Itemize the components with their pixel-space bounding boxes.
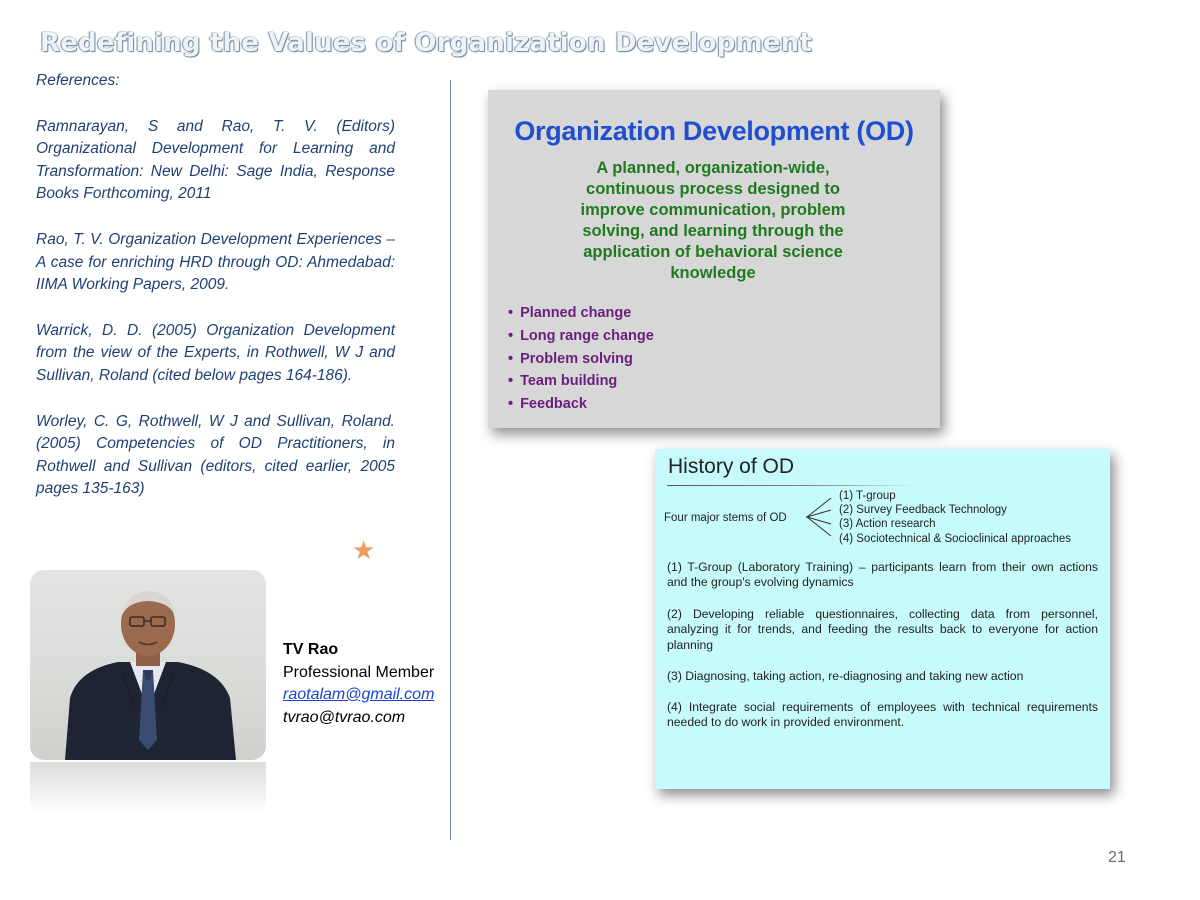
history-description: (4) Integrate social requirements of employees with technical requirements needed to do work in provided environment. (667, 700, 1098, 730)
author-photo-reflection (30, 762, 266, 814)
list-item: • Planned change (508, 302, 654, 325)
stems-label: Four major stems of OD (664, 512, 787, 524)
author-email-secondary: tvrao@tvrao.com (283, 708, 406, 726)
history-slide-title: History of OD (668, 455, 795, 478)
references-heading: References: (36, 72, 120, 89)
od-definition-slide (488, 90, 940, 428)
list-item: (4) Sociotechnical & Socioclinical approaches (839, 532, 1072, 545)
reference-item: Worley, C. G, Rothwell, W J and Sullivan, Roland. (2005) Competencies of OD Practitioners, in Rothwell and Sullivan (editors, cited earlier, 2005 pages 135-163) (36, 412, 395, 498)
star-icon: ★ (352, 536, 376, 566)
reference-item: Ramnarayan, S and Rao, T. V. (Editors) Organizational Development for Learning and Transformation: New Delhi: Sage India, Response Books Forthcoming, 2011 (36, 117, 395, 203)
author-name: TV Rao (283, 641, 339, 658)
history-description: (1) T-Group (Laboratory Training) – participants learn from their own actions and the group's evolving dynamics (667, 560, 1098, 590)
reference-item: Rao, T. V. Organization Development Experiences – A case for enriching HRD through OD: Ahmedabad: IIMA Working Papers, 2009. (36, 230, 395, 294)
history-description: (2) Developing reliable questionnaires, collecting data from personnel, analyzing it for trends, and feeding the results back to everyone for action planning (667, 607, 1098, 652)
history-description: (3) Diagnosing, taking action, re-diagnosing and taking new action (667, 669, 1024, 683)
od-slide-definition: A planned, organization-wide, continuous process designed to improve communication, problem solving, and learning through the application of behavioral science knowledge (580, 159, 846, 282)
list-item: • Long range change (508, 325, 654, 348)
author-role: Professional Member (283, 663, 435, 681)
page-number: 21 (1108, 849, 1126, 866)
list-item: (2) Survey Feedback Technology (839, 504, 1007, 517)
title-underline (667, 485, 917, 486)
list-item: (3) Action research (839, 518, 936, 531)
stems-list (839, 489, 1071, 546)
column-divider (450, 80, 451, 840)
od-slide-bullets (508, 302, 654, 416)
author-email-link[interactable]: raotalam@gmail.com (283, 686, 435, 703)
od-history-slide (655, 449, 1110, 789)
references-column (36, 70, 395, 524)
author-photo (30, 570, 266, 760)
page-title: Redefining the Values of Organization Development (40, 28, 812, 58)
od-slide-title: Organization Development (OD) (514, 116, 914, 146)
reference-item: Warrick, D. D. (2005) Organization Development from the view of the Experts, in Rothwell, W J and Sullivan, Roland (cited below pages 164-186). (36, 321, 395, 384)
author-contact (283, 639, 434, 729)
left-brace-icon (803, 496, 833, 543)
list-item: • Feedback (508, 393, 654, 416)
list-item: • Problem solving (508, 348, 654, 371)
list-item: • Team building (508, 370, 654, 393)
list-item: (1) T-group (839, 490, 896, 502)
